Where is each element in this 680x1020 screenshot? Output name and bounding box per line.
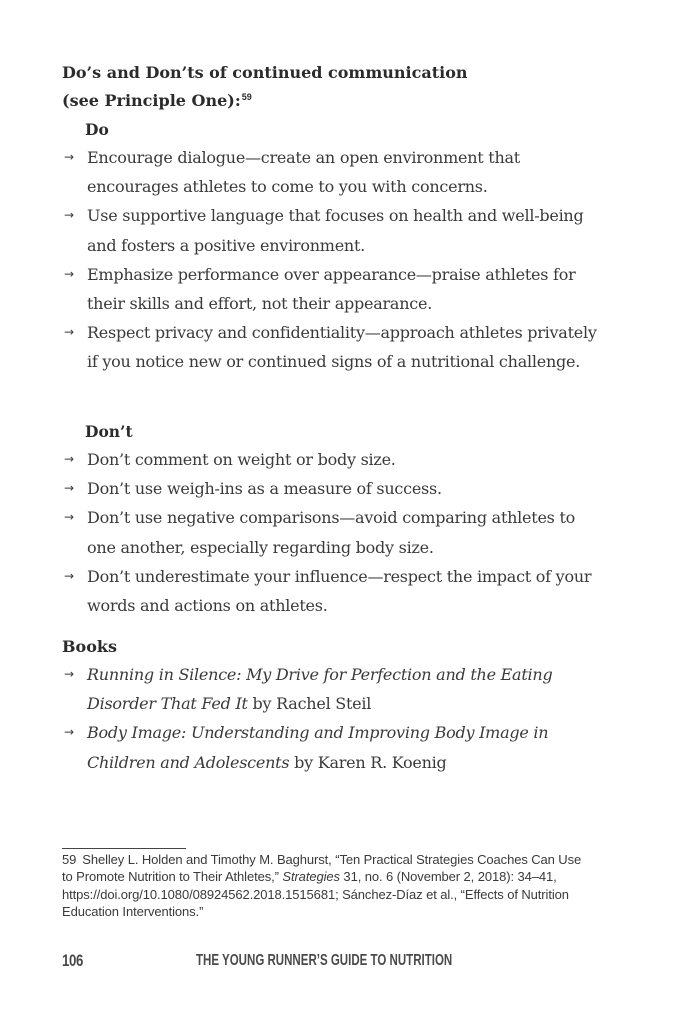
- do-heading: Do: [85, 120, 109, 139]
- list-item: [0, 260, 680, 318]
- footnote: [62, 851, 582, 920]
- list-item-text: Encourage dialogue—create an open environment that encourages athletes to come to you with concerns.: [87, 148, 520, 197]
- footnote-divider: [62, 848, 186, 849]
- list-item: [0, 318, 680, 376]
- list-item: [0, 503, 680, 561]
- footnote-text-part2: 31, no. 6 (November 2, 2018): 34–41, https://doi.org/10.1080/08924562.2018.1515681; Sánchez-Díaz et al., “Effects of Nutrition Education Interventions.”: [62, 869, 569, 919]
- do-list: [0, 143, 680, 377]
- list-item-text: Don’t comment on weight or body size.: [87, 450, 396, 469]
- footnote-number: 59: [62, 852, 77, 867]
- list-item: [0, 562, 680, 620]
- footnote-reference[interactable]: 59: [241, 92, 252, 102]
- book-title: Running in Silence: My Drive for Perfection and the Eating Disorder That Fed It: [87, 665, 553, 714]
- arrow-right-icon: →: [64, 667, 74, 681]
- book-item: [0, 660, 680, 718]
- section-title-line1: Do’s and Don’ts of continued communication: [62, 63, 468, 82]
- footnote-journal: Strategies: [282, 869, 340, 885]
- arrow-right-icon: →: [64, 208, 74, 223]
- books-list: [0, 660, 680, 777]
- arrow-right-icon: →: [64, 510, 74, 525]
- footnote-text-part1: Shelley L. Holden and Timothy M. Baghurst, “Ten Practical Strategies Coaches Can Use to Promote Nutrition to Their Athletes,”: [62, 852, 582, 885]
- arrow-right-icon: →: [64, 568, 74, 583]
- arrow-right-icon: →: [64, 481, 74, 496]
- list-item: [0, 445, 680, 474]
- list-item-text: Respect privacy and confidentiality—approach athletes privately if you notice new or continued signs of a nutritional challenge.: [87, 323, 597, 372]
- list-item-text: Don’t use negative comparisons—avoid comparing athletes to one another, especially regarding body size.: [87, 508, 576, 557]
- section-title-line2: (see Principle One):: [62, 91, 241, 110]
- list-item: [0, 201, 680, 259]
- books-heading: Books: [62, 637, 117, 656]
- book-item: [0, 718, 680, 776]
- dont-heading: Don’t: [85, 422, 133, 441]
- dont-list: [0, 445, 680, 620]
- running-title: THE YOUNG RUNNER’S GUIDE TO NUTRITION: [196, 952, 453, 969]
- page-number: 106: [62, 951, 83, 970]
- arrow-right-icon: →: [64, 266, 74, 281]
- list-item-text: Don’t use weigh-ins as a measure of success.: [87, 479, 442, 499]
- list-item: [0, 143, 680, 201]
- book-title: Body Image: Understanding and Improving Body Image in Children and Adolescents: [87, 723, 549, 772]
- list-item-text: Don’t underestimate your influence—respect the impact of your words and actions on athletes.: [87, 566, 592, 616]
- list-item: [0, 474, 680, 503]
- page-footer: [0, 951, 680, 975]
- list-item-text: Emphasize performance over appearance—praise athletes for their skills and effort, not their appearance.: [87, 264, 576, 314]
- section-title: [62, 61, 468, 113]
- arrow-right-icon: →: [64, 150, 74, 164]
- arrow-right-icon: →: [64, 725, 74, 740]
- book-author: by Karen R. Koenig: [289, 752, 447, 772]
- arrow-right-icon: →: [64, 325, 74, 340]
- list-item-text: Use supportive language that focuses on health and well-being and fosters a positive environment.: [87, 206, 584, 255]
- arrow-right-icon: →: [64, 452, 74, 466]
- book-author: by Rachel Steil: [247, 694, 372, 714]
